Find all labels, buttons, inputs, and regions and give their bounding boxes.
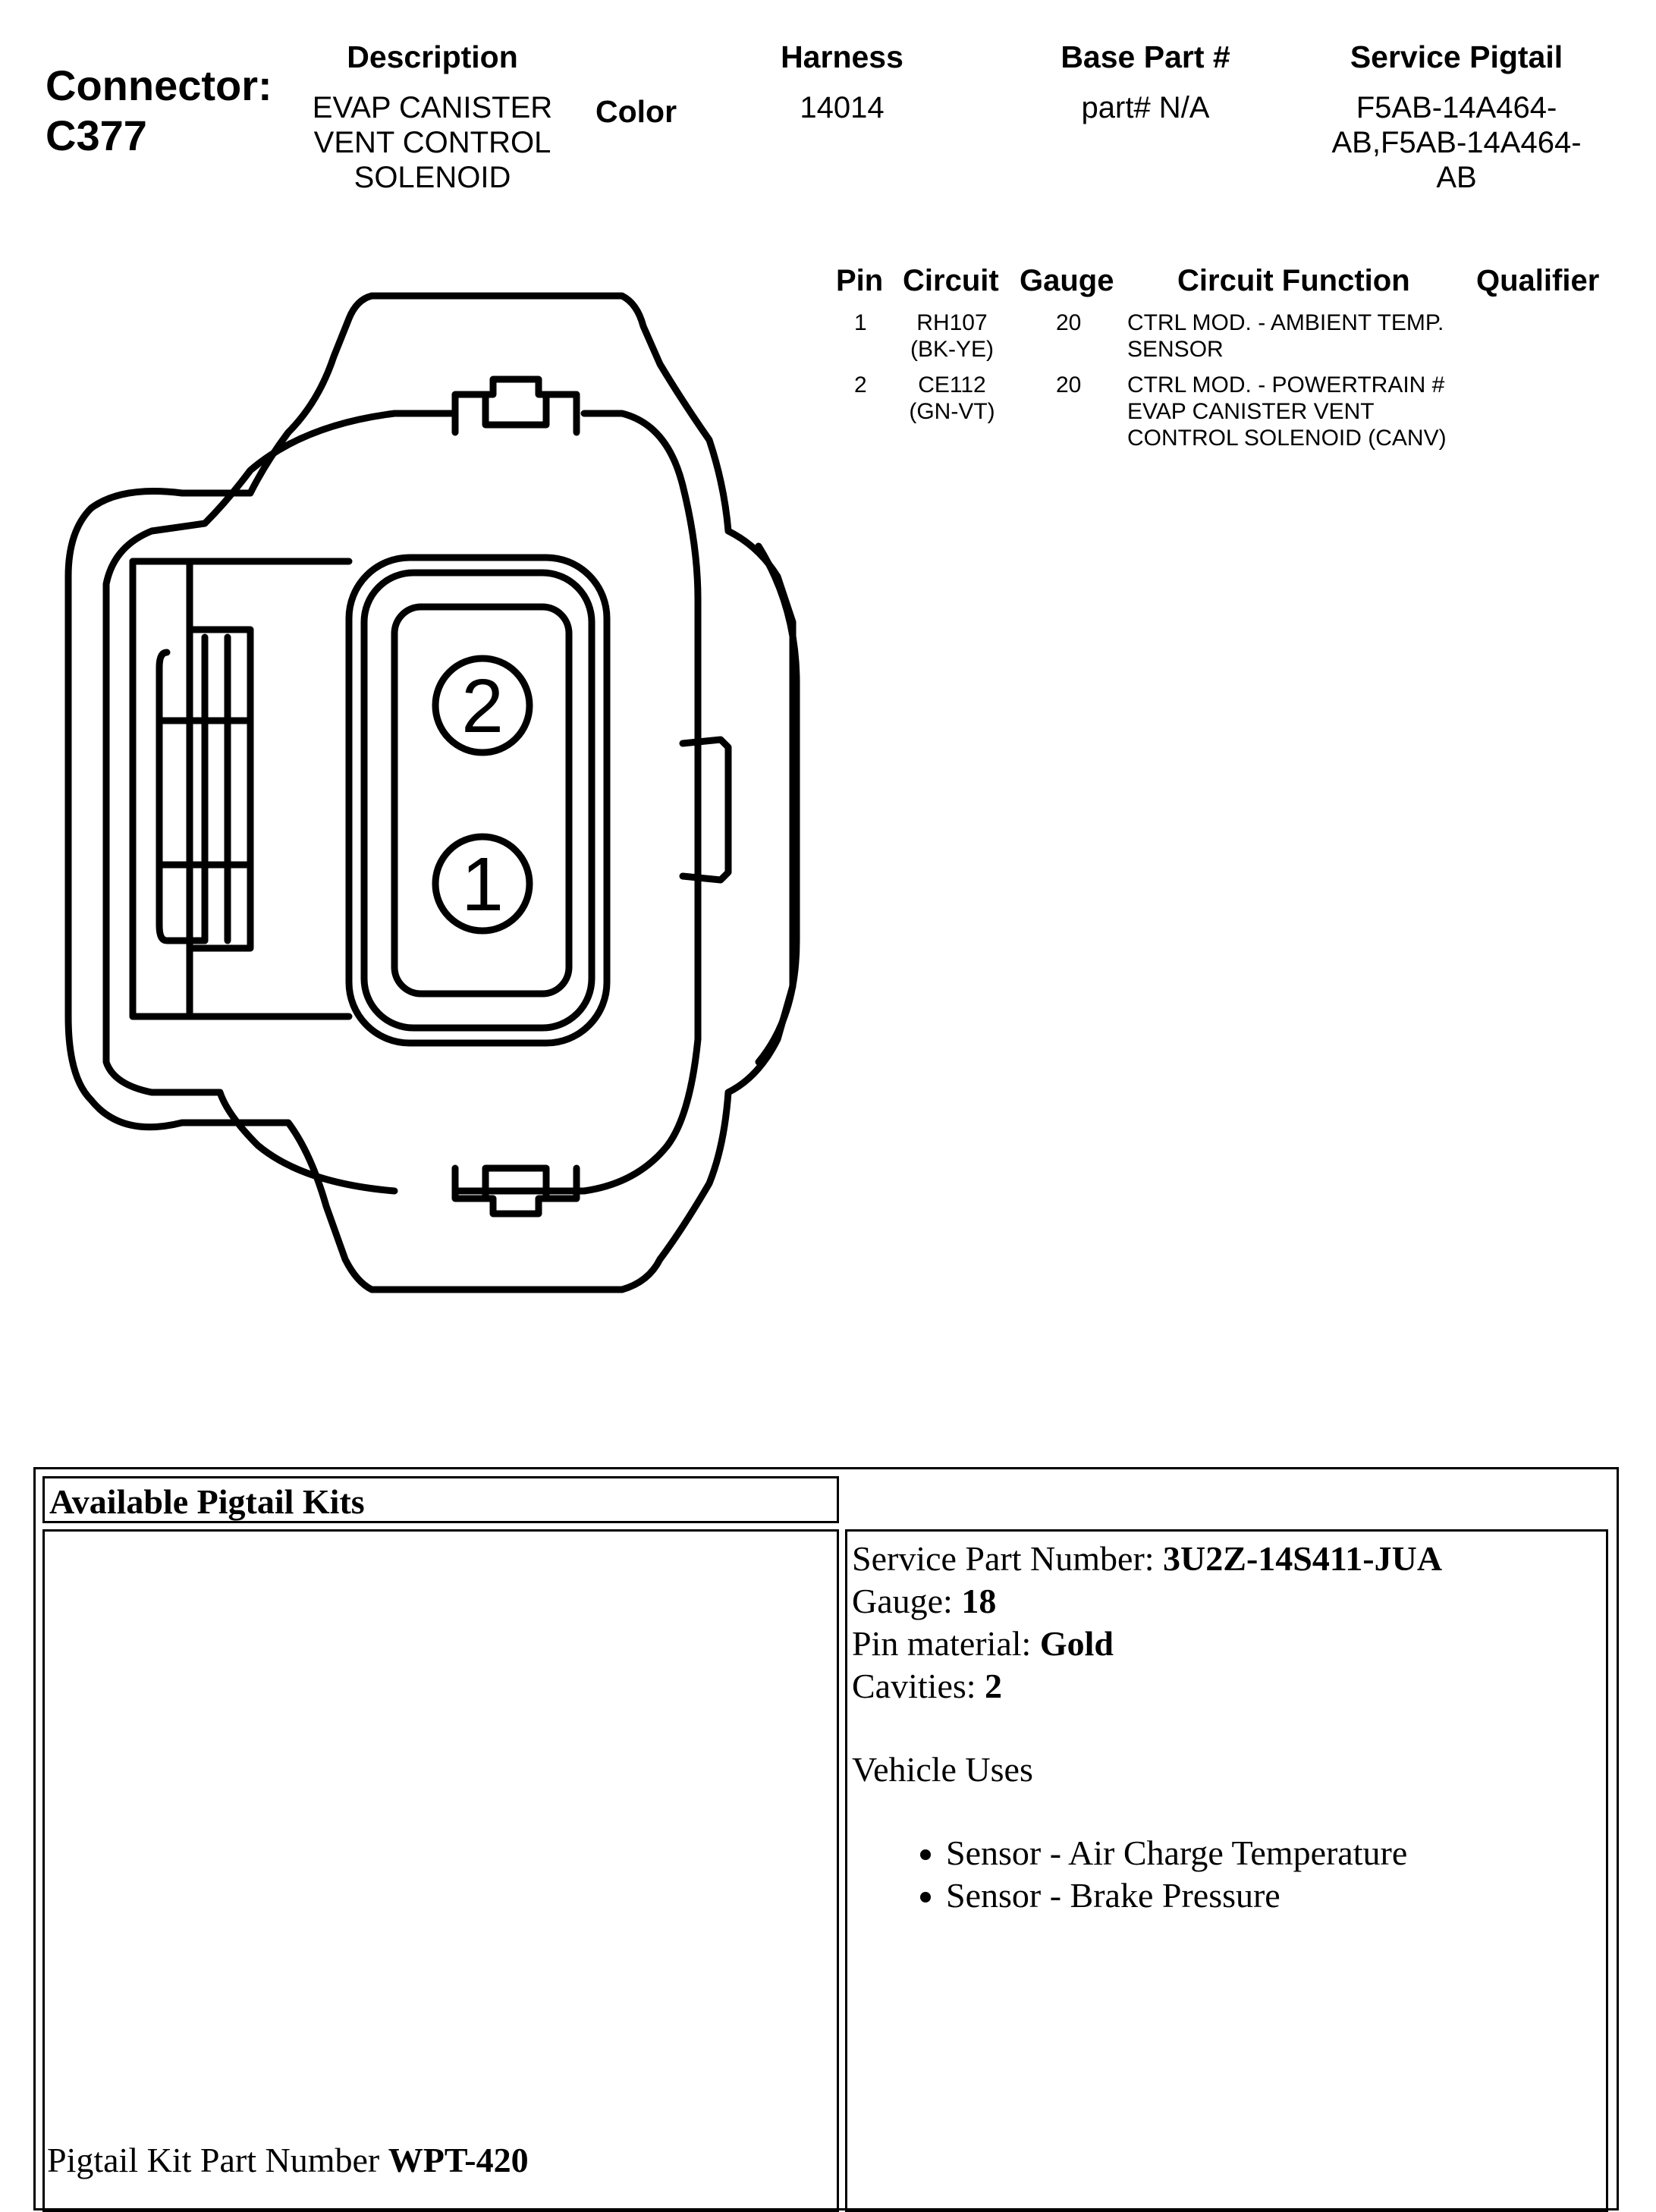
pigtail-kits-title-cell — [42, 1476, 839, 1523]
function-line: CTRL MOD. - AMBIENT TEMP. — [1127, 310, 1444, 335]
circuit-cell — [895, 372, 1009, 425]
function-cell — [1127, 309, 1444, 363]
circuit-color: (GN-VT) — [909, 399, 995, 424]
kit-part-label: Pigtail Kit Part Number — [47, 2141, 388, 2179]
kit-cavities — [852, 1665, 1601, 1708]
kit-gauge-value: 18 — [961, 1582, 997, 1620]
function-cell — [1127, 372, 1447, 451]
function-line: SENSOR — [1127, 337, 1224, 362]
circuit-id: RH107 — [916, 310, 988, 335]
vehicle-uses-heading: Vehicle Uses — [852, 1750, 1033, 1789]
service-pigtail-header: Service Pigtail — [1350, 39, 1563, 74]
pigtail-kits-title: Available Pigtail Kits — [49, 1482, 365, 1521]
top-latch-inner — [485, 394, 546, 425]
service-pigtail-value — [1290, 90, 1623, 195]
service-part-value: 3U2Z-14S411-JUA — [1163, 1539, 1443, 1578]
left-lock-rib — [190, 630, 250, 948]
pin-number: 2 — [854, 372, 867, 397]
kit-cavities-value: 2 — [985, 1667, 1003, 1705]
pin-cavity-label: 2 — [461, 664, 504, 749]
base-part-header: Base Part # — [1061, 39, 1230, 74]
vehicle-uses-list — [852, 1832, 1601, 1917]
description-line: EVAP CANISTER — [312, 91, 553, 124]
kit-part-value: WPT-420 — [388, 2141, 529, 2179]
description-line: VENT CONTROL — [313, 126, 551, 159]
service-pigtail-line: F5AB-14A464- — [1356, 91, 1557, 124]
gauge-column-header: Gauge — [1020, 264, 1114, 297]
gauge-cell: 20 — [1056, 372, 1082, 397]
kit-cavities-label: Cavities: — [852, 1667, 985, 1705]
right-key-tab — [683, 740, 728, 880]
function-column-header: Circuit Function — [1177, 264, 1410, 297]
pin-number: 1 — [854, 310, 867, 335]
description-header: Description — [347, 39, 518, 74]
left-lock-rib — [159, 652, 205, 941]
kit-part-number — [47, 2139, 529, 2182]
circuit-id: CE112 — [918, 372, 986, 397]
kit-pin-material-label: Pin material: — [852, 1624, 1040, 1663]
service-pigtail-line: AB — [1436, 161, 1477, 194]
function-line: CTRL MOD. - POWERTRAIN # — [1127, 372, 1445, 397]
function-line: CONTROL SOLENOID (CANV) — [1127, 426, 1447, 451]
kit-gauge — [852, 1580, 1601, 1623]
vehicle-use-item: • Sensor - Brake Pressure — [946, 1874, 1601, 1917]
harness-value: 14014 — [800, 91, 885, 124]
harness-header: Harness — [781, 39, 903, 74]
circuit-column-header: Circuit — [903, 264, 999, 297]
service-pigtail-line: AB,F5AB-14A464- — [1331, 126, 1582, 159]
housing-outline — [68, 296, 793, 1290]
base-part-value: part# N/A — [1081, 91, 1210, 124]
service-part-number — [852, 1538, 1601, 1580]
connector-label: Connector: — [46, 61, 272, 109]
connector-face-diagram — [0, 0, 850, 1335]
qualifier-column-header: Qualifier — [1476, 264, 1600, 297]
gauge-cell: 20 — [1056, 310, 1082, 335]
function-line: EVAP CANISTER VENT — [1127, 399, 1375, 424]
pigtail-kit-image-cell — [42, 1529, 839, 2212]
vehicle-use-item: • Sensor - Air Charge Temperature — [946, 1832, 1601, 1874]
cavity-frame-mid — [364, 573, 592, 1028]
circuit-cell — [895, 309, 1009, 363]
circuit-color: (BK-YE) — [910, 337, 994, 362]
pin-cavity-label: 1 — [461, 842, 504, 927]
kit-pin-material-value: Gold — [1039, 1624, 1114, 1663]
service-pigtail-column — [1290, 39, 1623, 195]
kit-gauge-label: Gauge: — [852, 1582, 962, 1620]
description-line: SOLENOID — [354, 161, 511, 194]
color-header: Color — [595, 94, 677, 129]
service-part-label: Service Part Number: — [852, 1539, 1164, 1578]
connector-id: C377 — [46, 112, 147, 159]
base-part-column — [1017, 39, 1274, 125]
pin-column-header: Pin — [836, 264, 884, 297]
pigtail-kit-details-cell — [845, 1529, 1608, 2212]
left-lock-rib — [205, 637, 228, 941]
kit-pin-material — [852, 1623, 1601, 1665]
